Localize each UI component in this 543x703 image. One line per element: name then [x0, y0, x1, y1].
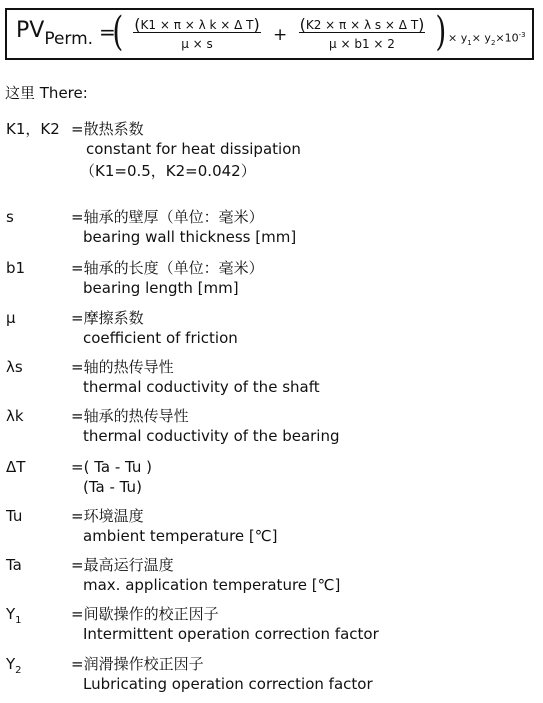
mult-y1: × y [448, 31, 468, 45]
legend-en: (Ta - Tu) [83, 478, 142, 496]
legend-symbol: Ta [6, 556, 22, 574]
term1-close-paren: ) [253, 15, 260, 34]
legend-en: bearing length [mm] [83, 279, 239, 297]
legend-symbol-sub: 2 [15, 665, 22, 676]
equals-sign: = [99, 20, 116, 44]
legend-zh: =轴承的壁厚（单位：毫米） [71, 208, 264, 226]
legend-symbol: μ [6, 309, 16, 327]
legend-zh: =轴承的热传导性 [71, 407, 189, 425]
legend-symbol-base: Y [6, 605, 16, 623]
plus-sign: + [273, 25, 288, 45]
legend-symbol [6, 605, 22, 630]
legend-symbol-sub: 1 [15, 615, 22, 626]
legend-zh: =( Ta - Tu ) [71, 458, 153, 476]
mult-y2-sub: 2 [490, 38, 496, 47]
legend-zh: =最高运行温度 [71, 556, 174, 574]
mult-y2: × y [471, 31, 491, 45]
term1-numerator [133, 15, 261, 34]
legend-symbol [6, 655, 22, 680]
legend-symbol: λk [6, 407, 24, 425]
correction-multipliers [448, 30, 526, 49]
mult-exponent: -3 [518, 31, 526, 39]
term2-numerator-text: K2 × π × λ s × Δ T [305, 18, 419, 32]
legend-zh: =轴的热传导性 [71, 358, 174, 376]
mult-ten: ×10 [495, 31, 519, 45]
legend-symbol: s [6, 208, 14, 226]
legend-zh: =润滑操作校正因子 [71, 655, 204, 673]
formula-lhs [16, 18, 94, 49]
legend-zh: =轴承的长度（单位：毫米） [71, 259, 264, 277]
term2-denominator: μ × b1 × 2 [329, 37, 395, 51]
legend-symbol: Tu [6, 507, 23, 525]
legend-extra: （K1=0.5，K2=0.042） [80, 162, 256, 180]
legend-en: coefficient of friction [83, 329, 238, 347]
legend-symbol: K1，K2 [6, 120, 60, 138]
formula-box [5, 8, 534, 60]
term1-numerator-text: K1 × π × λ k × Δ T [140, 18, 254, 32]
legend-en: constant for heat dissipation [86, 140, 301, 158]
legend-symbol-base: Y [6, 655, 16, 673]
term2-numerator [299, 15, 426, 34]
legend-zh: =间歇操作的校正因子 [71, 605, 219, 623]
legend-en: max. application temperature [℃] [83, 576, 341, 594]
intro-label: 这里 There: [5, 84, 88, 102]
legend-symbol: ΔT [6, 458, 26, 476]
legend-zh: =散热系数 [71, 120, 144, 138]
fraction-term-2 [288, 15, 436, 51]
legend-en: ambient temperature [℃] [83, 527, 278, 545]
legend-en: Intermittent operation correction factor [83, 625, 379, 643]
mult-y1-sub: 1 [467, 38, 472, 47]
legend-zh: =环境温度 [71, 507, 144, 525]
legend-symbol: b1 [6, 259, 26, 277]
term2-close-paren: ) [418, 15, 425, 34]
legend-en: thermal coductivity of the bearing [83, 427, 340, 445]
close-paren: ) [435, 9, 447, 55]
pv-symbol: PV [16, 18, 45, 43]
legend-en: Lubricating operation correction factor [83, 675, 373, 693]
legend-en: bearing wall thickness [mm] [83, 228, 297, 246]
legend-en: thermal coductivity of the shaft [83, 378, 320, 396]
term1-denominator: μ × s [181, 37, 213, 51]
term2-open-paren: ( [299, 15, 306, 34]
pv-subscript: Perm. [44, 29, 94, 49]
open-paren: ( [112, 9, 124, 55]
legend-zh: =摩擦系数 [71, 309, 144, 327]
term1-open-paren: ( [134, 15, 141, 34]
fraction-term-1 [123, 15, 271, 51]
legend-symbol: λs [6, 358, 23, 376]
